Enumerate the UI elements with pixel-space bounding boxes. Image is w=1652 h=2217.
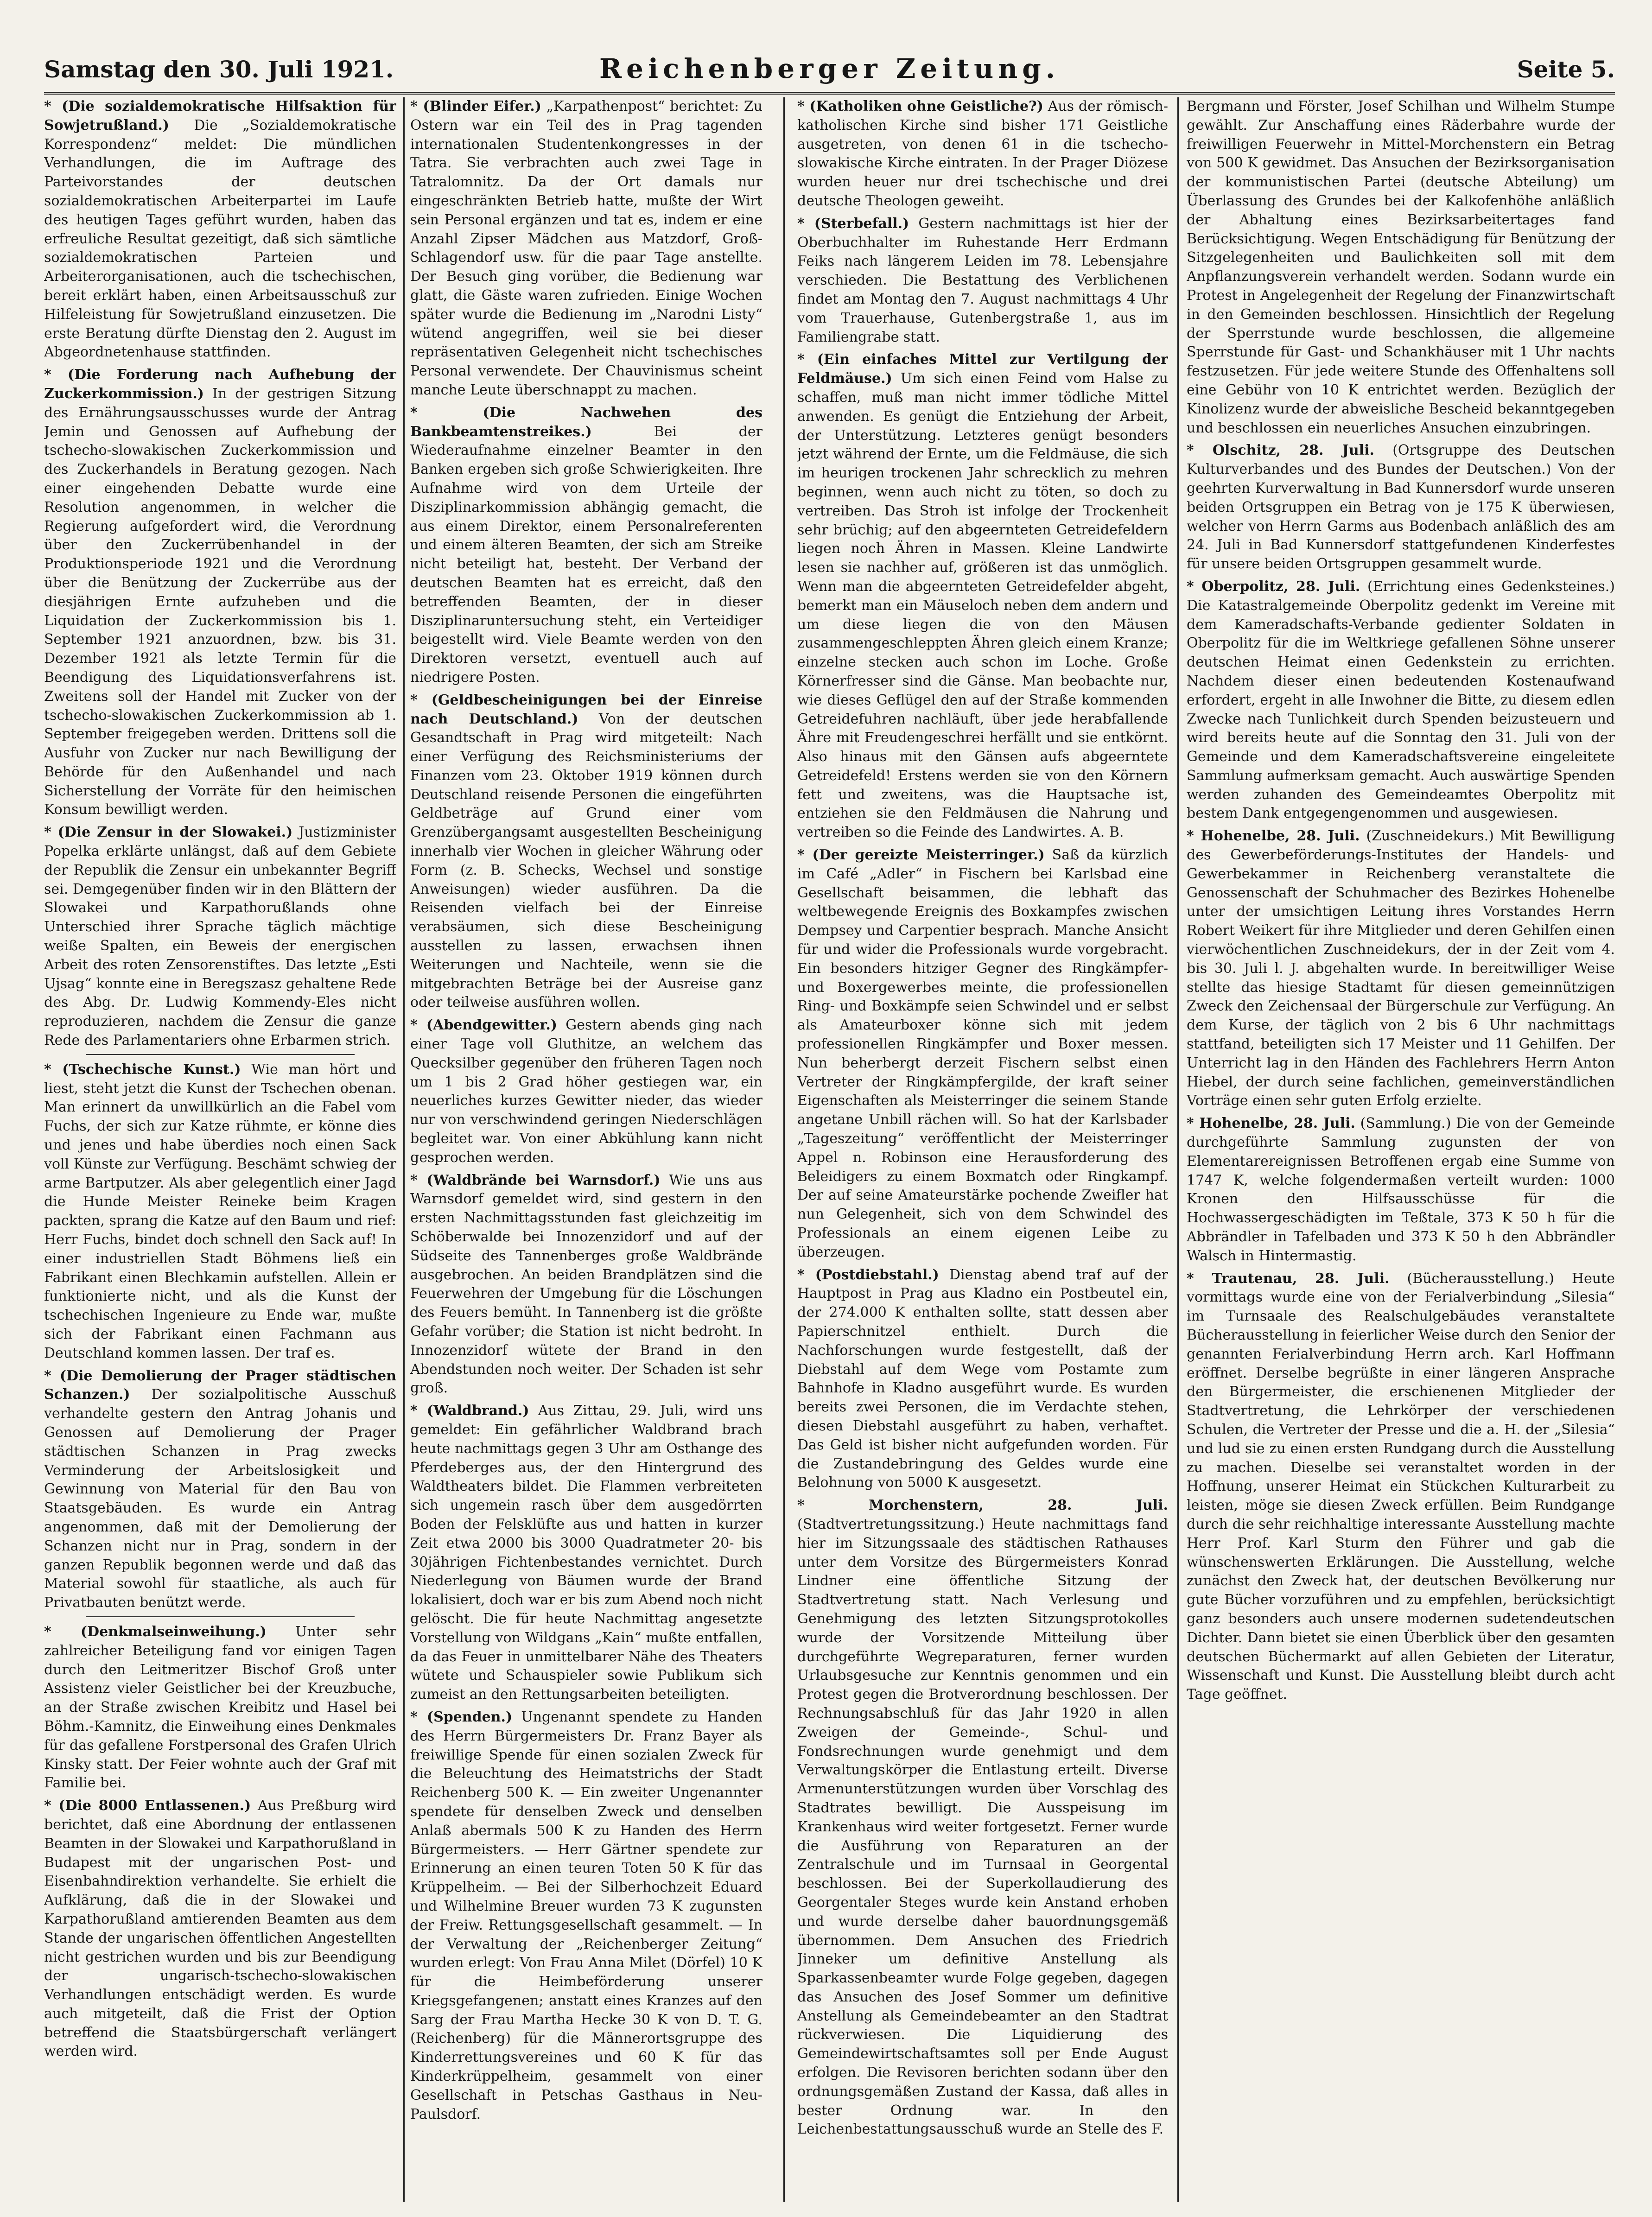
- article: [44, 1623, 396, 1793]
- article: [44, 366, 396, 819]
- article: [44, 1797, 396, 2061]
- article: [410, 691, 762, 1013]
- article-text: (Errichtung eines Gedenksteines.) Die Katastralgemeinde Oberpolitz gedenkt im Vereine mit dem Kameradschafts-Verbande gedienter Soldaten in Oberpolitz für die im Weltkriege gefallenen Söhne unserer deutschen Heimat einen Gedenkstein zu errichten. Nachdem dieser einen bedeutenden Kostenaufwand erfordert, ergeht in alle Inwohner die Bitte, zu diesem edlen Zwecke nach Tunlichkeit durch Spenden beizusteuern und wird bereits heute auf die Sonntag den 31. Juli von der Gemeinde und dem Kameradschaftsvereine eingeleitete Sammlung aufmerksam gemacht. Auch auswärtige Spenden werden zuhanden des Gemeindeamtes Oberpolitz mit bestem Dank entgegengenommen und ausgewiesen.: [1187, 578, 1615, 822]
- article-text: „Karpathenpost“ berichtet: Zu Ostern war ein Teil des in Prag tagenden internationalen Studentenkongresses in der Tatra. Sie verbrachten auch zwei Tage in Tatralomnitz. Da der Ort damals nur eingeschränkten Betrieb hatte, mußte der Wirt sein Personal ergänzen und tat es, indem er eine Anzahl Zipser Mädchen aus Matzdorf, Groß-Schlagendorf usw. für die paar Tage anstellte. Der Besuch ging vorüber, die Bedienung war glatt, die Gäste waren zufrieden. Einige Wochen später wurde die Bedienung im „Narodni Listy“ wütend angegriffen, weil sie bei dieser repräsentativen Gelegenheit nicht tschechisches Personal verwendete. Der Chauvinismus scheint manche Leute überschnappt zu machen.: [410, 98, 762, 398]
- article: [410, 1708, 762, 2124]
- article-text: Saß da kürzlich im Café „Adler“ in Fischern bei Karlsbad eine Gesellschaft beisammen, die lebhaft das weltbewegende Ereignis des Boxkampfes zwischen Dempsey und Carpentier besprach. Manche Ansicht für und wider die Professionals wurde vorgebracht. Ein besonders hitziger Gegner des Ringkämpfer- und Boxergewerbes meinte, die professionellen Ring- und Boxkämpfe seien Schwindel und er selbst als Amateurboxer könne sich mit jedem professionellen Ringkämpfer und Boxer messen. Nun beherbergt derzeit Fischern selbst einen Vertreter der Ringkämpfergilde, der kraft seiner Eigenschaften als Meisterringer die seinem Stande angetane Unbill rächen will. So hat der Karlsbader „Tageszeitung“ veröffentlicht der Meisterringer Appel n. Robinson eine Herausforderung des Beleidigers zu einem Boxmatch oder Ringkampf. Der auf seine Amateurstärke pochende Zweifler hat nun Gelegenheit, sich von dem Schwindel des Professionals an einem eigenen Leibe zu überzeugen.: [797, 847, 1168, 1260]
- article: [1187, 97, 1615, 438]
- article-text: In der gestrigen Sitzung des Ernährungsausschusses wurde der Antrag Jemin und Genossen auf Aufhebung der tschecho-slowakischen Zuckerkommission und des Zuckerhandels in Beratung gezogen. Nach einer eingehenden Debatte wurde eine Resolution angenommen, in welcher die Regierung aufgefordert wird, die Verordnung über den Zuckerrübenhandel in der Produktionsperiode 1921 und die Verordnung über die Benützung der Zuckerrübe aus der diesjährigen Ernte aufzuheben und die Liquidation der Zuckerkommission bis 1. September 1921 anzuordnen, bzw. bis 31. Dezember 1921 als letzte Termin für die Beendigung des Liquidationsverfahrens ist. Zweitens soll der Handel mit Zucker von der tschecho-slowakischen Zuckerkommission ab 1. September freigegeben werden. Drittens soll die Ausfuhr von Zucker nur nach Bewilligung der Behörde für den Außenhandel und nach Sicherstellung der Vorräte für den heimischen Konsum bewilligt werden.: [44, 385, 396, 818]
- article-text: (Ortsgruppe des Deutschen Kulturverbandes und des Bundes der Deutschen.) Von der geehrten Kurverwaltung in Bad Kunnersdorf wurde unseren beiden Ortsgruppen ein Betrag von je 175 K überwiesen, welcher von Herrn Garms aus Bodenbach anläßlich des am 24. Juli in Bad Kunnersdorf stattgefundenen Kinderfestes für unsere beiden Ortsgruppen gesammelt wurde.: [1187, 442, 1615, 572]
- article-headline: * Hohenelbe, 28. Juli.: [1187, 1115, 1355, 1132]
- page-number: Seite 5.: [1517, 56, 1615, 83]
- article-text: (Bücherausstellung.) Heute vormittags wurde eine von der Ferialverbindung „Silesia“ im Turnsaale des Realschulgebäudes veranstaltete Bücherausstellung in feierlicher Weise durch den Senior der genannten Ferialverbindung Herrn arch. Karl Hoffmann eröffnet. Derselbe begrüßte in einer längeren Ansprache den Bürgermeister, die erschienenen Mitglieder der Stadtvertretung, die Lehrkörper der verschiedenen Schulen, die Vertreter der Presse und die a. H. der „Silesia“ und lud sie zu einen ersten Rundgang durch die Ausstellung zu machen. Dieselbe sei veranstaltet worden in der Hoffnung, unserer Heimat ein Stückchen Kulturarbeit zu leisten, möge sie diesen Zweck erfüllen. Beim Rundgange durch die sehr reichhaltige interessante Ausstellung machte Herr Prof. Karl Sturm den Führer und gab die wünschenswerten Erklärungen. Die Ausstellung, welche zunächst den Zweck hat, der deutschen Bevölkerung nur gute Bücher vorzuführen und zu empfehlen, berücksichtigt ganz besonders auch unsere modernen sudetendeutschen Dichter. Dann bietet sie einen Überblick über den gesamten deutschen Büchermarkt auf allen Gebieten der Literatur, Wissenschaft und Kunst. Die Ausstellung bleibt durch acht Tage geöffnet.: [1187, 1270, 1615, 1703]
- article-headline: * (Katholiken ohne Geistliche?): [797, 98, 1043, 114]
- article: [1187, 578, 1615, 823]
- article-headline: * (Die Zensur in der Slowakei.): [44, 824, 293, 841]
- article: [797, 1266, 1168, 1493]
- page-header: [44, 53, 1615, 93]
- article-text: Justizminister Popelka erklärte unlängst, daß auf dem Gebiete der Republik die Zensur ein unbekannter Begriff sei. Demgegenüber finden wir in den Blättern der Slowakei und Karpathorußlands ohne Unterschied ihrer Sprache täglich mächtige weiße Spalten, ein Beweis der energischen Arbeit des roten Zensorenstiftes. Das letzte „Esti Ujsag“ konnte eine in Beregszasz gehaltene Rede des Abg. Dr. Ludwig Kommendy-Eles nicht reproduzieren, nachdem die Zensur die ganze Rede des Parlamentariers ohne Erbarmen strich.: [44, 824, 396, 1049]
- article: [410, 404, 762, 687]
- article: [410, 1016, 762, 1167]
- article: [410, 97, 762, 400]
- article-separator: [86, 1616, 355, 1617]
- article-text: Bergmann und Förster, Josef Schilhan und Wilhelm Stumpe gewählt. Zur Anschaffung eines Räderbahre wurde der freiwilligen Feuerwehr in Mittel-Morchenstern ein Betrag von 500 K gewidmet. Das Ansuchen der Bezirksorganisation der kommunistischen Partei (deutsche Abteilung) um Überlassung des Grundes bei der Kalkofenhöhe anläßlich der Abhaltung eines Bezirksarbeitertages fand Berücksichtigung. Wegen Entschädigung für Benützung der Sitzgelegenheiten und Baulichkeiten soll mit dem Anpflanzungsverein verhandelt werden. Sodann wurde ein Protest in Angelegenheit der Regelung der Finanzwirtschaft in den Gemeinden beschlossen. Hinsichtlich der Regelung der Sperrstunde wurde beschlossen, die allgemeine Sperrstunde für Gast- und Schankhäuser mit 1 Uhr nachts festzusetzen. Für jede weitere Stunde des Offenhaltens soll eine Gebühr von 10 K entrichtet werden. Bezüglich der Kinolizenz wurde der abweisliche Bescheid bekanntgegeben und beschlossen ein neuerliches Ansuchen einzubringen.: [1187, 98, 1615, 436]
- article-headline: * (Sterbefall.): [797, 215, 909, 232]
- article: [797, 215, 1168, 347]
- article-separator: [86, 1054, 355, 1055]
- article: [410, 1171, 762, 1398]
- article: [1187, 827, 1615, 1111]
- article-headline: * Olschitz, 28. Juli.: [1187, 442, 1374, 459]
- article-text: Um sich einen Feind vom Halse zu schaffen, muß man nicht immer tödliche Mittel anwenden. Es genügt die Entziehung der Arbeit, der Unterstützung. Letzteres genügt besonders jetzt während der Ernte, um die Feldmäuse, die sich im heurigen trockenen Jahr schrecklich zu mehren beginnen, wenn auch nicht zu töten, so doch zu vertreiben. Das Stroh ist infolge der Trockenheit sehr brüchig; auf den abgeernteten Getreidefeldern liegen noch Ähren in Massen. Kleine Landwirte lesen sie nachher auf, größeren ist das unmöglich. Wenn man die abgeernteten Getreidefelder abgeht, bemerkt man ein Mäuseloch neben dem andern und um diese liegen die von den Mäusen zusammengeschleppten Ähren gleich einem Kranze; einzelne stecken auch schon im Loche. Große Körnerfresser sind die Gänse. Man beobachte nur, wie dieses Geflügel den auf der Straße kommenden Getreidefuhren nachläuft, über jede herabfallende Ähre mit Freudengeschrei herfällt und sie entkörnt. Also hinaus mit den Gänsen aufs abgeerntete Getreidefeld! Erstens werden sie von den Körnern fett und zweitens, was die Hauptsache ist, entziehen sie den Feldmäusen die Nahrung und vertreiben so die Feinde des Landwirtes. A. B.: [797, 370, 1168, 841]
- article: [410, 1402, 762, 1704]
- article-text: Unter sehr zahlreicher Beteiligung fand vor einigen Tagen durch den Leitmeritzer Bischof Groß unter Assistenz vieler Geistlicher bei der Kreuzbuche, an der Straße zwischen Kreibitz und Hasel bei Böhm.-Kamnitz, die Einweihung eines Denkmales für das gefallene Forstpersonal des Grafen Ulrich Kinsky statt. Der Feier wohnte auch der Graf mit Familie bei.: [44, 1623, 396, 1791]
- article-headline: * (Die Demolierung der Prager städtischen Schanzen.): [44, 1367, 396, 1403]
- article-text: Die „Sozialdemokratische Korrespondenz“ meldet: Die mündlichen Verhandlungen, die im Auftrage des Parteivorstandes der deutschen sozialdemokratischen Arbeiterpartei im Laufe des heutigen Tages geführt wurden, haben das erfreuliche Resultat gezeitigt, daß sich sämtliche sozialdemokratischen Parteien und Arbeiterorganisationen, auch die tschechischen, bereit erklärt haben, einen Arbeitsausschuß zur Hilfeleistung für Sowjetrußland einzusetzen. Die erste Beratung dürfte Dienstag den 2. August im Abgeordnetenhause stattfinden.: [44, 117, 396, 361]
- masthead-title: Reichenberger Zeitung.: [599, 53, 1060, 84]
- article: [797, 1496, 1168, 2139]
- article-headline: * Trautenau, 28. Juli.: [1187, 1270, 1390, 1287]
- article-text: Aus Preßburg wird berichtet, daß eine Abordnung der entlassenen Beamten in der Slowakei und Karpathorußland in Budapest mit der ungarischen Post- und Eisenbahndirektion verhandelte. Sie erhielt die Aufklärung, daß die in der Slowakei und Karpathorußland amtierenden Beamten aus dem Stande der ungarischen öffentlichen Angestellten nicht gestrichen wurden und bis zur Beendigung der ungarisch-tschecho-slowakischen Verhandlungen entschädigt werden. Es wurde auch mitgeteilt, daß die Frist der Option betreffend die Staatsbürgerschaft verlängert werden wird.: [44, 1798, 396, 2060]
- column-divider: [403, 97, 405, 2202]
- article-headline: * (Tschechische Kunst.): [44, 1061, 241, 1078]
- article: [797, 97, 1168, 211]
- article-text: Bei der Wiederaufnahme einzelner Beamter in den Banken ergeben sich große Schwierigkeiten. Ihre Aufnahme wird von dem Urteile der Disziplinarkommission abhängig gemacht, die aus einem Direktor, einem Personalreferenten und einem älteren Beamten, der sich am Streike nicht beteiligt hat, besteht. Der Verband der deutschen Beamten hat es erreicht, daß den betreffenden Beamten, der in dieser Disziplinaruntersuchung steht, ein Verteidiger beigestellt wird. Viele Beamte werden von den Direktoren versetzt, eventuell auch auf niedrigere Posten.: [410, 423, 762, 686]
- issue-date: Samstag den 30. Juli 1921.: [44, 56, 394, 83]
- article-headline: * (Waldbrand.): [410, 1403, 529, 1419]
- column-2: [410, 97, 762, 2202]
- column-1: [44, 97, 396, 2202]
- article-text: Von der deutschen Gesandtschaft in Prag wird mitgeteilt: Nach einer Verfügung des Reichsministeriums der Finanzen vom 23. Oktober 1919 können durch Deutschland reisende Personen die eingeführten Geldbeträge auf Grund einer vom Grenzübergangsamt ausgestellten Bescheinigung innerhalb vier Wochen in gleicher Währung oder Form (z. B. Schecks, Wechsel und sonstige Anweisungen) wieder ausführen. Da die Reisenden vielfach bei der Einreise verabsäumen, sich diese Bescheinigung ausstellen zu lassen, erwachsen ihnen Weiterungen und Nachteile, wenn sie die mitgebrachten Beträge bei der Ausreise ganz oder teilweise ausführen wollen.: [410, 711, 762, 1011]
- article: [1187, 1270, 1615, 1704]
- article-text: Gestern abends ging nach einer Tage voll Gluthitze, an welchem das Quecksilber gegenüber den früheren Tagen noch um 1 bis 2 Grad höher gestiegen war, ein neuerliches kurzes Gewitter nieder, das wieder nur von verschwindend geringen Niederschlägen begleitet war. Von einer Abkühlung kann nicht gesprochen werden.: [410, 1017, 762, 1166]
- article-headline: * (Die Forderung nach Aufhebung der Zuckerkommission.): [44, 367, 396, 402]
- article-text: Aus Zittau, 29. Juli, wird uns gemeldet: Ein gefährlicher Waldbrand brach heute nachmittags gegen 3 Uhr am Osthange des Pferdeberges aus, der den Hintergrund des Waldtheaters bildet. Die Flammen verbreiteten sich ungemein rasch über dem ausgedörrten Boden der Felsklüfte aus und hatten in kurzer Zeit etwa 2000 bis 3000 Quadratmeter 20- bis 30jährigen Fichtenbestandes vernichtet. Durch Niederlegung von Bäumen wurde der Brand lokalisiert, doch war er bis zum Abend noch nicht gelöscht. Die für heute Nachmittag angesetzte Vorstellung von Wildgans „Kain“ mußte entfallen, da das Feuer in unmittelbarer Nähe des Theaters wütete und Schauspieler sowie Publikum sich zumeist an den Rettungsarbeiten beteiligten.: [410, 1403, 762, 1703]
- column-3: [797, 97, 1168, 2202]
- article-text: (Stadtvertretungssitzung.) Heute nachmittags fand hier im Sitzungssaale des städtischen Rathauses unter dem Vorsitze des Bürgermeisters Konrad Lindner eine öffentliche Sitzung der Stadtvertretung statt. Nach Verlesung und Genehmigung des letzten Sitzungsprotokolles wurde der Vorsitzende Mitteilung über durchgeführte Wegreparaturen, ferner wurden Urlaubsgesuche zur Kenntnis genommen und ein Protest gegen die Brotverordnung beschlossen. Der Rechnungsabschluß für das Jahr 1920 in allen Zweigen der Gemeinde-, Schul- und Fondsrechnungen wurde genehmigt und dem Verwaltungskörper die Entlastung erteilt. Diverse Armenunterstützungen wurden über Vorschlag des Stadtrates bewilligt. Die Ausspeisung im Krankenhaus wird weiter fortgesetzt. Ferner wurde die Ausführung von Reparaturen an der Zentralschule und im Turnsaal in Georgental beschlossen. Bei der Superkollaudierung des Georgentaler Steges wurde kein Anstand erhoben und wurde derselbe daher bauordnungsgemäß übernommen. Dem Ansuchen des Friedrich Jinneker um definitive Anstellung als Sparkassenbeamter wurde Folge gegeben, dagegen das Ansuchen des Josef Sommer um definitive Anstellung als Gemeindebeamter an den Stadtrat rückverwiesen. Die Liquidierung des Gemeindewirtschaftsamtes soll per Ende August erfolgen. Die Revisoren berichten sodann über den ordnungsgemäßen Zustand der Kassa, daß alles in bester Ordnung war. In den Leichenbestattungsausschuß wurde an Stelle des F.: [797, 1516, 1168, 2138]
- article: [44, 1061, 396, 1363]
- article-headline: * (Denkmalseinweihung.): [44, 1623, 267, 1640]
- column-4: [1187, 97, 1615, 2202]
- article-headline: * (Geldbescheinigungen bei der Einreise nach Deutschland.): [410, 692, 762, 727]
- article-headline: * (Spenden.): [410, 1709, 513, 1725]
- article-headline: * Hohenelbe, 28. Juli.: [1187, 828, 1360, 845]
- article-headline: * Oberpolitz, 28. Juli.: [1187, 578, 1360, 595]
- article-headline: * (Waldbrände bei Warnsdorf.): [410, 1172, 661, 1188]
- article: [44, 97, 396, 362]
- column-divider: [783, 97, 785, 2202]
- article-text: (Sammlung.) Die von der Gemeinde durchgeführte Sammlung zugunsten der von Elementarereignissen Betroffenen ergab eine Summe von 1747 K, welche folgendermaßen verteilt wurden: 1000 Kronen den Hilfsausschüsse für die Hochwassergeschädigten im Teßtale, 373 K 50 h für die Abbrändler in Tafelbaden und 373 K 50 h den Abbrändler Walsch in Hintermastig.: [1187, 1115, 1615, 1264]
- article: [1187, 441, 1615, 574]
- article-headline: * (Blinder Eifer.): [410, 98, 541, 114]
- article: [1187, 1114, 1615, 1265]
- article: [44, 823, 396, 1050]
- article-text: Wie uns aus Warnsdorf gemeldet wird, sind gestern in den ersten Nachmittagsstunden fast gleichzeitig im Schöberwalde bei Innozenzidorf und auf der Südseite des Tannenberges große Waldbrände ausgebrochen. An beiden Brandplätzen sind die Feuerwehren der Umgebung für die Löschungen des Feuers bemüht. In Tannenberg ist die größte Gefahr vorüber; die Station ist nicht bedroht. In Innozenzidorf wütete der Brand in den Abendstunden noch weiter. Der Schaden ist sehr groß.: [410, 1172, 762, 1397]
- article-headline: * (Abendgewitter.): [410, 1017, 557, 1034]
- article-text: Ungenannt spendete zu Handen des Herrn Bürgermeisters Dr. Franz Bayer als freiwillige Spende für einen sozialen Zweck für die Beleuchtung des Heimatstrichs der Stadt Reichenberg 500 K. — Ein zweiter Ungenannter spendete für denselben Zweck und denselben Anlaß abermals 500 K zu Handen des Herrn Bürgermeisters. — Herr Gärtner spendete zur Erinnerung an einen teuren Toten 50 K für das Krüppelheim. — Bei der Silberhochzeit Eduard und Wilhelmine Breuer wurden 73 K zugunsten der Freiw. Rettungsgesellschaft gesammelt. — In der Verwaltung der „Reichenberger Zeitung“ wurden erlegt: Von Frau Anna Milet (Dörfel) 10 K für die Heimbeförderung unserer Kriegsgefangenen; anstatt eines Kranzes auf den Sarg der Frau Martha Hecke 30 K von D. T. G. (Reichenberg) für die Männerortsgruppe des Kinderrettungsvereines und 60 K für das Kinderkrüppelheim, gesammelt von einer Gesellschaft in Petschas Gasthaus in Neu-Paulsdorf.: [410, 1709, 762, 2122]
- article-text: (Zuschneidekurs.) Mit Bewilligung des Gewerbeförderungs-Institutes der Handels- und Gewerbekammer in Reichenberg veranstaltete die Genossenschaft der Schuhmacher des Bezirkes Hohenelbe unter der umsichtigen Leitung ihres Vorstandes Herrn Robert Weikert für ihre Mitglieder und deren Gehilfen einen vierwöchentlichen Zuschneidekurs, der in der Zeit vom 4. bis 30. Juli l. J. abgehalten wurde. In bereitwilliger Weise stellte das hiesige Stadtamt für diesen gemeinnützigen Zweck den Zeichensaal der Bürgerschule zur Verfügung. An dem Kurse, der täglich von 2 bis 6 Uhr nachmittags stattfand, beteiligten sich 17 Meister und 11 Gehilfen. Der Unterricht lag in den Händen des Fachlehrers Herrn Anton Hiebel, der durch seine fachlichen, gemeinverständlichen Vorträge einen sehr guten Erfolg erzielte.: [1187, 828, 1615, 1109]
- article-headline: * (Die sozialdemokratische Hilfsaktion für Sowjetrußland.): [44, 98, 396, 133]
- article: [797, 350, 1168, 842]
- article: [797, 846, 1168, 1262]
- article-headline: * (Der gereizte Meisterringer.): [797, 847, 1045, 864]
- article-headline: * (Postdiebstahl.): [797, 1266, 939, 1283]
- article-text: Der sozialpolitische Ausschuß verhandelte gestern den Antrag Johanis und Genossen auf Demolierung der Prager städtischen Schanzen in Prag zwecks Verminderung der Arbeitslosigkeit und Gewinnung von Material für den Bau von Staatsgebäuden. Es wurde ein Antrag angenommen, daß mit der Demolierung der Schanzen nicht nur in Prag, sondern in der ganzen Republik begonnen werde und daß das Material sowohl für staatliche, als auch für Privatbauten benützt werde.: [44, 1386, 396, 1611]
- article-headline: * (Ein einfaches Mittel zur Vertilgung der Feldmäuse.): [797, 351, 1168, 387]
- article-headline: * (Die 8000 Entlassenen.): [44, 1798, 251, 1814]
- article-text: Gestern nachmittags ist hier der Oberbuchhalter im Ruhestande Herr Erdmann Feiks nach längerem Leiden im 78. Lebensjahre verschieden. Die Bestattung des Verblichenen findet am Montag den 7. August nachmittags 4 Uhr vom Trauerhause, Gutenbergstraße 1, aus im Familiengrabe statt.: [797, 215, 1168, 345]
- article: [44, 1367, 396, 1613]
- article-text: Aus der römisch-katholischen Kirche sind bisher 171 Geistliche ausgetreten, von denen 61 in die tschecho-slowakische Kirche eintraten. In der Prager Diözese wurden heuer nur drei tschechische und drei deutsche Theologen geweiht.: [797, 98, 1168, 209]
- article-headline: * (Die Nachwehen des Bankbeamtenstreikes.): [410, 404, 762, 440]
- header-rule: [44, 92, 1615, 95]
- article-text: Dienstag abend traf auf der Hauptpost in Prag aus Kladno ein Postbeutel ein, der 274.000 K enthalten sollte, statt dessen aber Papierschnitzel enthielt. Durch die Nachforschungen wurde festgestellt, daß der Diebstahl auf dem Wege vom Postamte zum Bahnhofe in Kladno ausgeführt wurde. Es wurden bereits zwei Personen, die im Verdachte stehen, diesen Diebstahl ausgeführt zu haben, verhaftet. Das Geld ist bisher nicht aufgefunden worden. Für die Zustandebringung des Geldes wurde eine Belohnung von 5000 K ausgesetzt.: [797, 1266, 1168, 1491]
- column-divider: [1177, 97, 1179, 2202]
- article-headline: * Morchenstern, 28. Juli.: [797, 1497, 1168, 1514]
- article-text: Wie man hört und liest, steht jetzt die Kunst der Tschechen obenan. Man erinnert da unwillkürlich an die Fabel vom Fuchs, der sich zur Katze rühmte, er könne dies und jenes und habe überdies noch einen Sack voll Künste zur Verfügung. Beschämt schwieg der arme Bartputzer. Als aber gelegentlich einer Jagd die Hunde Meister Reineke beim Kragen packten, sprang die Katze auf den Baum und rief: Herr Fuchs, bindet doch schnell den Sack auf! In einer industriellen Stadt Böhmens ließ ein Fabrikant einen Blechkamin aufstellen. Allein er funktionierte nicht, und als die Kunst der tschechischen Ingenieure zu Ende war, mußte sich der Fabrikant einen Fachmann aus Deutschland kommen lassen. Der traf es.: [44, 1061, 396, 1361]
